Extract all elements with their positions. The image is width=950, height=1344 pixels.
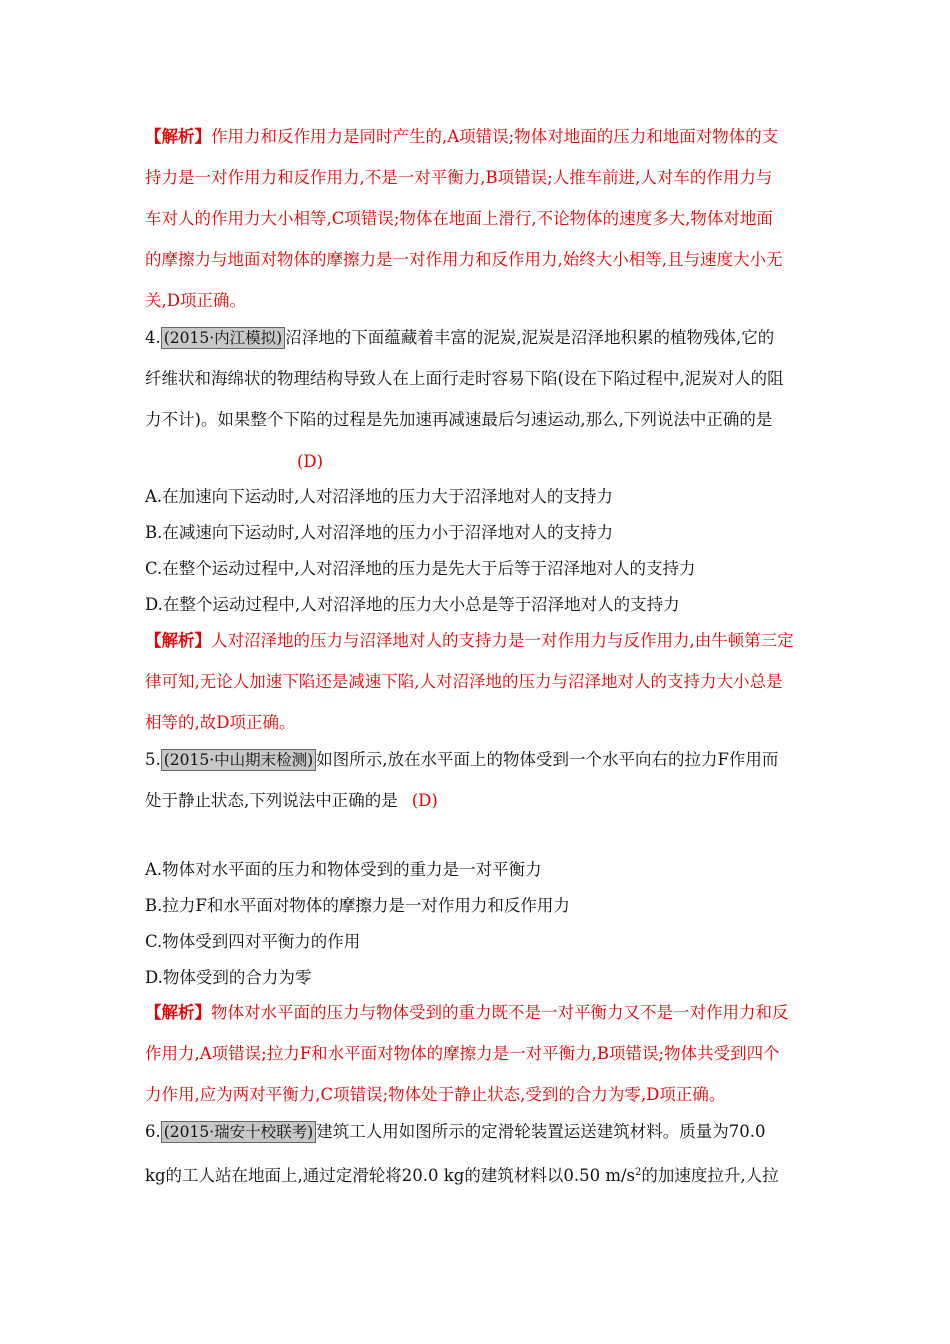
q3-analysis-line: 车对人的作用力大小相等,C项错误;物体在地面上滑行,不论物体的速度多大,物体对地面 bbox=[145, 209, 773, 228]
question-stem-text: 建筑工人用如图所示的定滑轮装置运送建筑材料。质量为70.0 bbox=[316, 1122, 766, 1141]
q5-option-b: B.拉力F和水平面对物体的摩擦力是一对作用力和反作用力 bbox=[145, 896, 570, 915]
analysis-tag: 【解析】 bbox=[145, 631, 211, 650]
q5-analysis-line bbox=[145, 1001, 815, 1025]
question-stem-text: 处于静止状态,下列说法中正确的是 bbox=[145, 791, 398, 810]
q4-stem-line bbox=[145, 326, 815, 350]
question-source-badge: (2015·瑞安十校联考) bbox=[161, 1121, 316, 1143]
question-number: 4. bbox=[145, 328, 161, 347]
q5-analysis-line: 力作用,应为两对平衡力,C项错误;物体处于静止状态,受到的合力为零,D项正确。 bbox=[145, 1085, 726, 1104]
question-number: 5. bbox=[145, 750, 161, 769]
q5-stem-line bbox=[145, 789, 815, 813]
question-stem-text: 的加速度拉升,人拉 bbox=[641, 1166, 779, 1185]
q4-stem-line: 力不计)。如果整个下陷的过程是先加速再减速最后匀速运动,那么,下列说法中正确的是 bbox=[145, 410, 773, 429]
analysis-tag: 【解析】 bbox=[145, 127, 211, 146]
q4-option-c: C.在整个运动过程中,人对沼泽地的压力是先大于后等于沼泽地对人的支持力 bbox=[145, 559, 696, 578]
q5-stem-line bbox=[145, 748, 815, 772]
analysis-tag: 【解析】 bbox=[145, 1003, 211, 1022]
q4-stem-line: 纤维状和海绵状的物理结构导致人在上面行走时容易下陷(设在下陷过程中,泥炭对人的阻 bbox=[145, 369, 784, 388]
q3-analysis-line: 关,D项正确。 bbox=[145, 291, 246, 310]
question-stem-text: 沼泽地的下面蕴藏着丰富的泥炭,泥炭是沼泽地积累的植物残体,它的 bbox=[285, 328, 775, 347]
q5-option-c: C.物体受到四对平衡力的作用 bbox=[145, 932, 361, 951]
analysis-text: 作用力和反作用力是同时产生的,A项错误;物体对地面的压力和地面对物体的支 bbox=[211, 127, 779, 146]
q5-answer: (D) bbox=[411, 791, 438, 810]
q5-analysis-line: 作用力,A项错误;拉力F和水平面对物体的摩擦力是一对平衡力,B项错误;物体共受到四个 bbox=[145, 1044, 780, 1063]
q4-analysis-line bbox=[145, 629, 815, 653]
q4-option-b: B.在减速向下运动时,人对沼泽地的压力小于沼泽地对人的支持力 bbox=[145, 523, 614, 542]
question-source-badge: (2015·内江模拟) bbox=[161, 327, 285, 349]
analysis-text: 物体对水平面的压力与物体受到的重力既不是一对平衡力又不是一对作用力和反 bbox=[211, 1003, 789, 1022]
superscript: 2 bbox=[635, 1167, 642, 1178]
q4-analysis-line: 律可知,无论人加速下陷还是减速下陷,人对沼泽地的压力与沼泽地对人的支持力大小总是 bbox=[145, 672, 783, 691]
question-number: 6. bbox=[145, 1122, 161, 1141]
q6-stem-line bbox=[145, 1120, 815, 1144]
q3-analysis-line bbox=[145, 125, 815, 149]
question-source-badge: (2015·中山期末检测) bbox=[161, 749, 316, 771]
q4-analysis-line: 相等的,故D项正确。 bbox=[145, 713, 296, 732]
question-stem-text: kg的工人站在地面上,通过定滑轮将20.0 kg的建筑材料以0.50 m/s bbox=[145, 1166, 636, 1185]
analysis-text: 人对沼泽地的压力与沼泽地对人的支持力是一对作用力与反作用力,由牛顿第三定 bbox=[211, 631, 794, 650]
q4-option-d: D.在整个运动过程中,人对沼泽地的压力大小总是等于沼泽地对人的支持力 bbox=[145, 595, 680, 614]
q3-analysis-line: 的摩擦力与地面对物体的摩擦力是一对作用力和反作用力,始终大小相等,且与速度大小无 bbox=[145, 250, 783, 269]
q4-answer: (D) bbox=[297, 452, 324, 471]
q4-option-a: A.在加速向下运动时,人对沼泽地的压力大于沼泽地对人的支持力 bbox=[145, 487, 613, 506]
q5-option-a: A.物体对水平面的压力和物体受到的重力是一对平衡力 bbox=[145, 860, 542, 879]
question-stem-text: 如图所示,放在水平面上的物体受到一个水平向右的拉力F作用而 bbox=[316, 750, 779, 769]
q5-option-d: D.物体受到的合力为零 bbox=[145, 968, 312, 987]
q6-stem-line bbox=[145, 1161, 815, 1188]
q3-analysis-line: 持力是一对作用力和反作用力,不是一对平衡力,B项错误;人推车前进,人对车的作用力与 bbox=[145, 168, 773, 187]
